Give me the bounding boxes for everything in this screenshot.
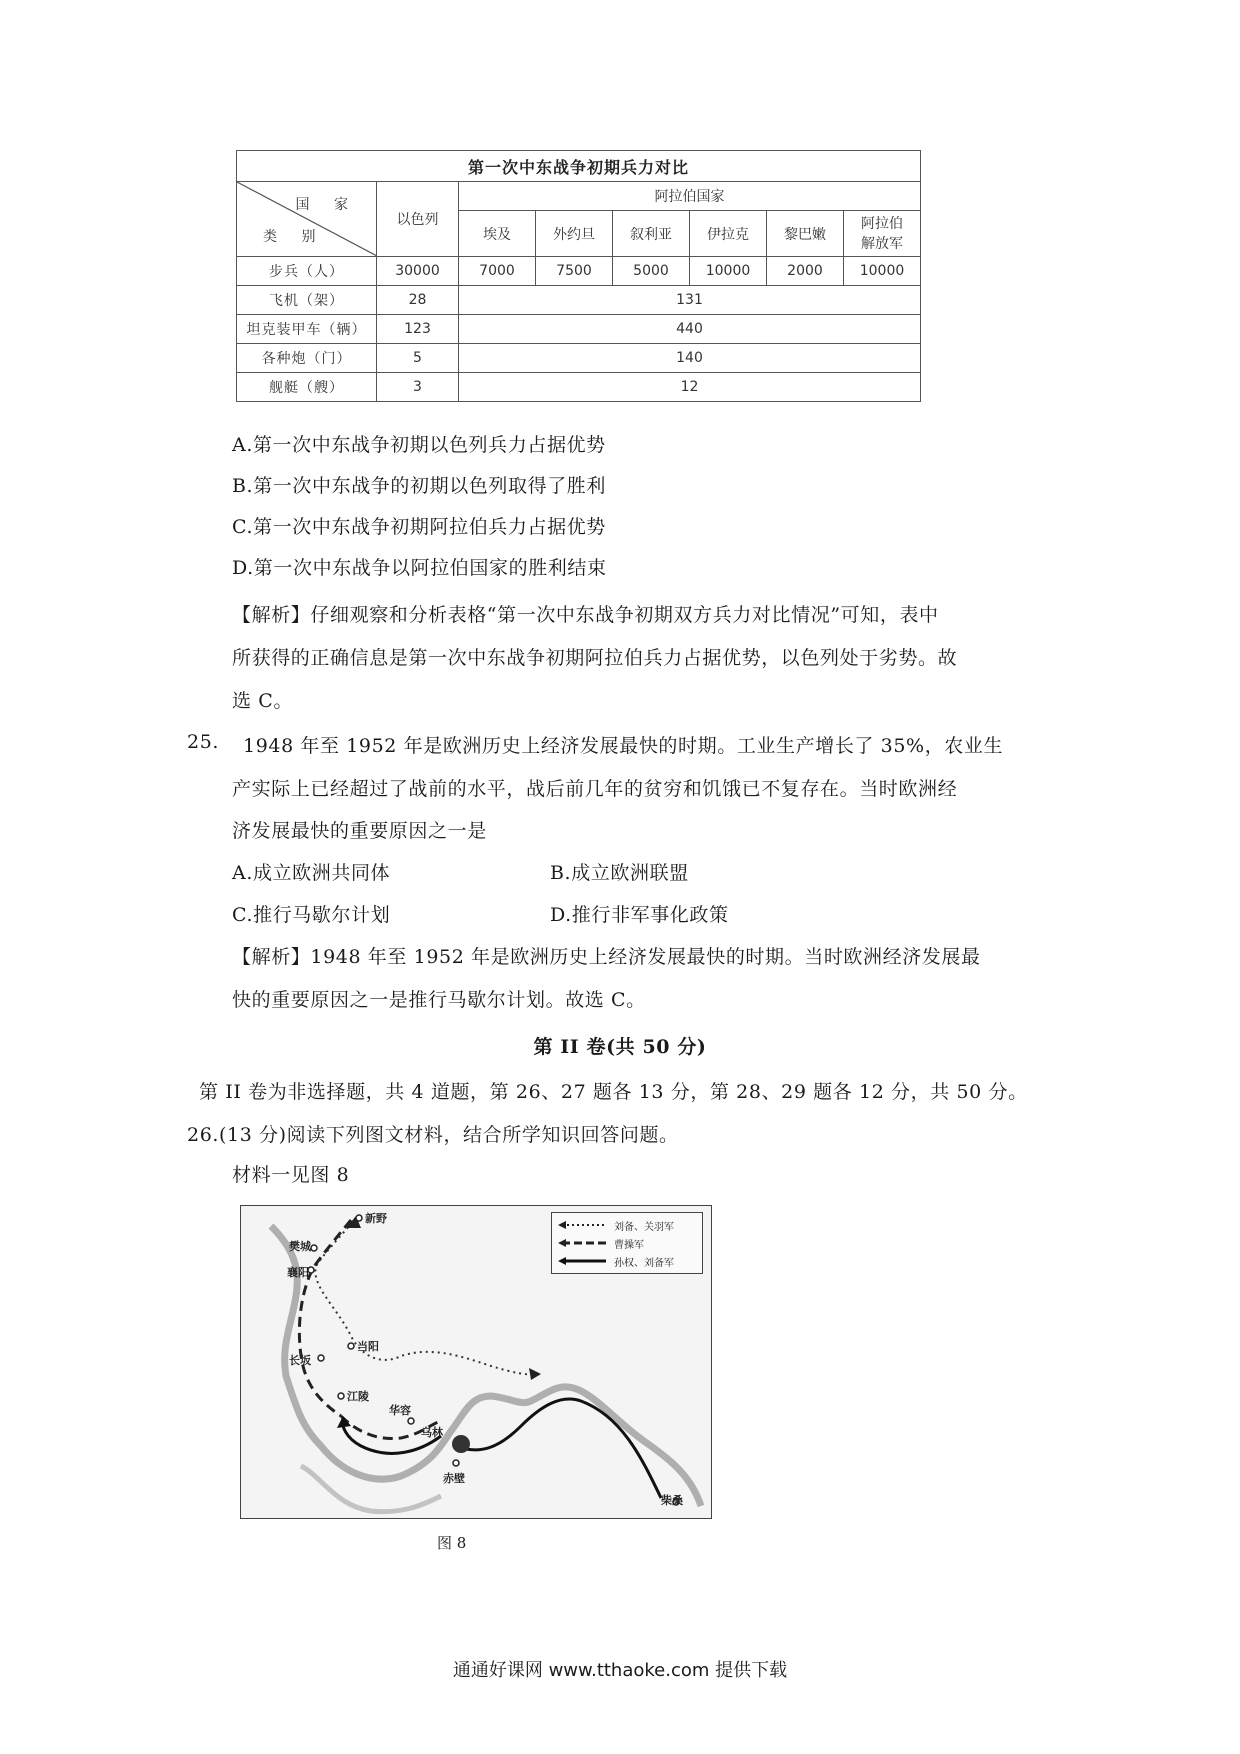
place-chaisang: 柴桑 [661,1494,683,1507]
cell-israel: 5 [377,344,459,373]
cell-arab-total: 440 [459,315,921,344]
cell-israel: 28 [377,286,459,315]
header-category: 类 别 [263,229,326,245]
cell-value: 10000 [844,257,921,286]
section-heading: 第 II 卷(共 50 分) [533,1036,707,1058]
q25-analysis-line-1: 【解析】1948 年至 1952 年是欧洲历史上经济发展最快的时期。当时欧洲经济发展最 [232,946,981,968]
cell-value: 10000 [690,257,767,286]
header-country: 国 家 [295,197,358,213]
header-lebanon: 黎巴嫩 [767,211,844,257]
q24-option-c: C.第一次中东战争初期阿拉伯兵力占据优势 [232,516,606,538]
header-syria: 叙利亚 [613,211,690,257]
row-label: 步兵（人） [237,257,377,286]
row-label: 坦克装甲车（辆） [237,315,377,344]
q24-option-d: D.第一次中东战争以阿拉伯国家的胜利结束 [232,557,607,579]
legend-cao: 曹操军 [614,1240,644,1251]
q24-analysis-line-1: 【解析】仔细观察和分析表格“第一次中东战争初期双方兵力对比情况”可知，表中 [232,604,939,626]
table-row [237,286,921,315]
place-wulin: 乌林 [421,1426,443,1439]
cell-israel: 123 [377,315,459,344]
header-arab-group: 阿拉伯国家 [459,182,921,211]
cell-arab-total: 131 [459,286,921,315]
q25-option-a: A.成立欧洲共同体 [232,862,391,884]
q25-stem-line-2: 产实际上已经超过了战前的水平，战后前几年的贫穷和饥饿已不复存在。当时欧洲经 [232,778,958,800]
cell-arab-total: 140 [459,344,921,373]
legend-liu-guan: 刘备、关羽军 [614,1222,674,1233]
page-footer: 通通好课网 www.tthaoke.com 提供下载 [452,1660,788,1681]
q26-stem: 26.(13 分)阅读下列图文材料，结合所学知识回答问题。 [187,1124,679,1146]
table-row [237,344,921,373]
q24-option-b: B.第一次中东战争的初期以色列取得了胜利 [232,475,607,497]
cell-arab-total: 12 [459,373,921,402]
section-note: 第 II 卷为非选择题，共 4 道题，第 26、27 题各 13 分，第 28、29 题各 12 分，共 50 分。 [199,1081,1028,1103]
q25-option-c: C.推行马歇尔计划 [232,904,391,926]
header-egypt: 埃及 [459,211,536,257]
header-iraq: 伊拉克 [690,211,767,257]
place-changban: 长坂 [289,1354,311,1367]
cell-value: 2000 [767,257,844,286]
q25-analysis-line-2: 快的重要原因之一是推行马歇尔计划。故选 C。 [232,989,646,1011]
legend-sun-liu: 孙权、刘备军 [614,1258,674,1269]
table-row [237,315,921,344]
row-label: 舰艇（艘） [237,373,377,402]
cell-value: 7500 [536,257,613,286]
map-legend [551,1212,703,1274]
q24-analysis-line-2: 所获得的正确信息是第一次中东战争初期阿拉伯兵力占据优势，以色列处于劣势。故 [232,647,958,669]
table-row [237,373,921,402]
place-xinye: 新野 [365,1212,387,1225]
q24-analysis-line-3: 选 C。 [232,690,293,712]
q25-stem-line-1: 1948 年至 1952 年是欧洲历史上经济发展最快的时期。工业生产增长了 35%，农业生 [243,735,1004,757]
header-arab-liberation-army: 阿拉伯 解放军 [844,211,921,257]
q26-material: 材料一见图 8 [232,1164,350,1186]
q25-number: 25. [187,731,220,753]
cell-israel: 30000 [377,257,459,286]
row-label: 飞机（架） [237,286,377,315]
row-label: 各种炮（门） [237,344,377,373]
q24-option-a: A.第一次中东战争初期以色列兵力占据优势 [232,434,606,456]
q25-option-b: B.成立欧洲联盟 [550,862,689,884]
header-diagonal-cell [237,182,377,257]
table-title: 第一次中东战争初期兵力对比 [237,151,921,182]
table-row [237,257,921,286]
place-chibi: 赤壁 [443,1472,465,1485]
place-jiangling: 江陵 [347,1390,369,1403]
figure-caption: 图 8 [437,1534,467,1552]
q25-stem-line-3: 济发展最快的重要原因之一是 [232,820,487,842]
force-comparison-table [236,150,920,402]
place-huarong: 华容 [389,1404,411,1417]
battle-map [240,1205,712,1519]
cell-value: 5000 [613,257,690,286]
place-dangyang: 当阳 [357,1340,379,1353]
q25-option-d: D.推行非军事化政策 [550,904,729,926]
header-transjordan: 外约旦 [536,211,613,257]
cell-israel: 3 [377,373,459,402]
cell-value: 7000 [459,257,536,286]
place-fancheng: 樊城 [289,1240,311,1253]
header-israel: 以色列 [377,182,459,257]
place-xiangyang: 襄阳 [287,1266,309,1279]
